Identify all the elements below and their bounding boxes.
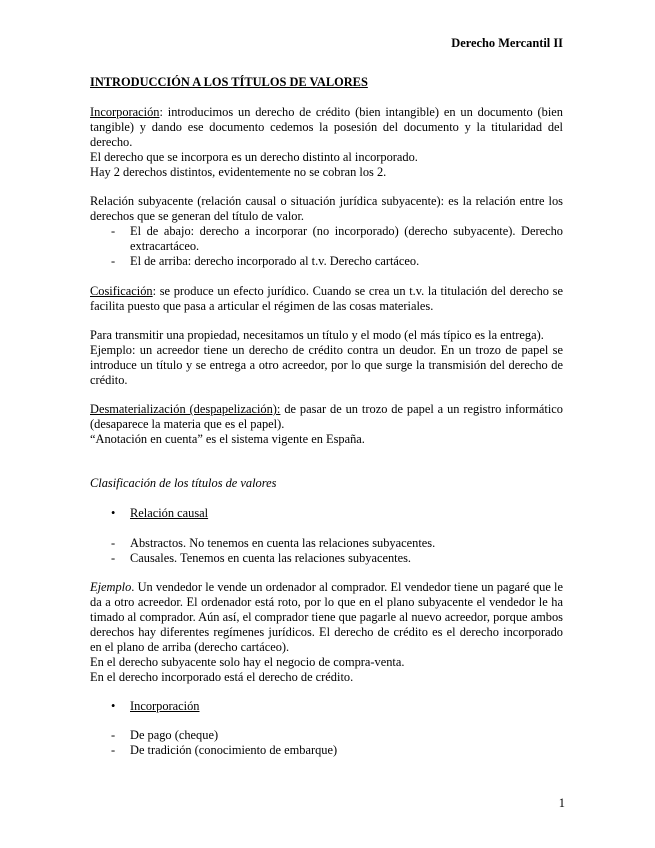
ejemplo-line3: En el derecho incorporado está el derecho de crédito. (90, 670, 354, 684)
incorporacion-line2: El derecho que se incorpora es un derecho distinto al incorporado. (90, 150, 418, 164)
relacion-text: Relación subyacente (relación causal o situación jurídica subyacente): es la relación entre los derechos que se generan del título de valor. (90, 194, 563, 223)
list-item: - Causales. Tenemos en cuenta las relaciones subyacentes. (111, 551, 412, 565)
cosificacion-paragraph (90, 284, 563, 314)
cosificacion-term: Cosificación (90, 284, 153, 298)
causal-list (90, 536, 563, 566)
desmaterializacion-paragraph (90, 402, 563, 447)
ejemplo-term: Ejemplo (90, 580, 132, 594)
transmitir-line2: Ejemplo: un acreedor tiene un derecho de crédito contra un deudor. En un trozo de papel se introduce un título y se entrega a otro acreedor, por lo que surge la transmisión del derecho de crédito. (90, 343, 563, 387)
transmitir-paragraph (90, 328, 563, 388)
ejemplo-paragraph (90, 580, 563, 685)
incorporacion-label: Incorporación (130, 699, 200, 713)
incorporacion-term: Incorporación (90, 105, 160, 119)
document-header: Derecho Mercantil II (451, 36, 563, 50)
relacion-paragraph (90, 194, 563, 224)
incorporacion-paragraph (90, 105, 563, 180)
page-title: INTRODUCCIÓN A LOS TÍTULOS DE VALORES (90, 75, 368, 89)
list-item: - De tradición (conocimiento de embarque) (111, 743, 338, 757)
page-number: 1 (558, 796, 565, 810)
causal-label: Relación causal (130, 506, 209, 520)
desmaterializacion-text: de pasar de un trozo de papel a un registro informático (desaparece la materia que es el papel). (90, 402, 563, 431)
list-item: - Abstractos. No tenemos en cuenta las relaciones subyacentes. (111, 536, 436, 550)
transmitir-line1: Para transmitir una propiedad, necesitamos un título y el modo (el más típico es la entrega). (90, 328, 544, 342)
desmaterializacion-line2: “Anotación en cuenta” es el sistema vigente en España. (90, 432, 365, 446)
ejemplo-text: . Un vendedor le vende un ordenador al comprador. El vendedor tiene un pagaré que le da a otro acreedor. El ordenador está roto, por lo que en el plano subyacente el vendedor le ha timado al comprador. Aún así, el comprador tiene que pagarle al nuevo acreedor, porque ambos derechos hay diferentes regímenes jurídicos. El derecho de crédito es el derecho incorporado en el plano de arriba (derecho cartáceo). (90, 580, 563, 654)
incorporacion-bullet: • Incorporación (111, 699, 200, 713)
relacion-list (90, 224, 563, 269)
incorporacion-line3: Hay 2 derechos distintos, evidentemente no se cobran los 2. (90, 165, 387, 179)
incorporacion-list (90, 728, 563, 758)
incorporacion-text: : introducimos un derecho de crédito (bien intangible) en un documento (bien tangible) y dando ese documento cedemos la posesión del documento y la titularidad del derecho. (90, 105, 563, 149)
list-item: - El de abajo: derecho a incorporar (no incorporado) (derecho subyacente). Derecho extracartáceo. (111, 224, 563, 253)
list-item: - El de arriba: derecho incorporado al t.v. Derecho cartáceo. (111, 254, 420, 268)
cosificacion-text: : se produce un efecto jurídico. Cuando se crea un t.v. la titulación del derecho se facilita puesto que pasa a articular el régimen de las cosas materiales. (90, 284, 563, 313)
causal-bullet: • Relación causal (111, 506, 209, 520)
clasificacion-heading: Clasificación de los títulos de valores (90, 476, 277, 490)
desmaterializacion-term: Desmaterialización (despapelización): (90, 402, 281, 416)
list-item: - De pago (cheque) (111, 728, 219, 742)
ejemplo-line2: En el derecho subyacente solo hay el negocio de compra-venta. (90, 655, 405, 669)
